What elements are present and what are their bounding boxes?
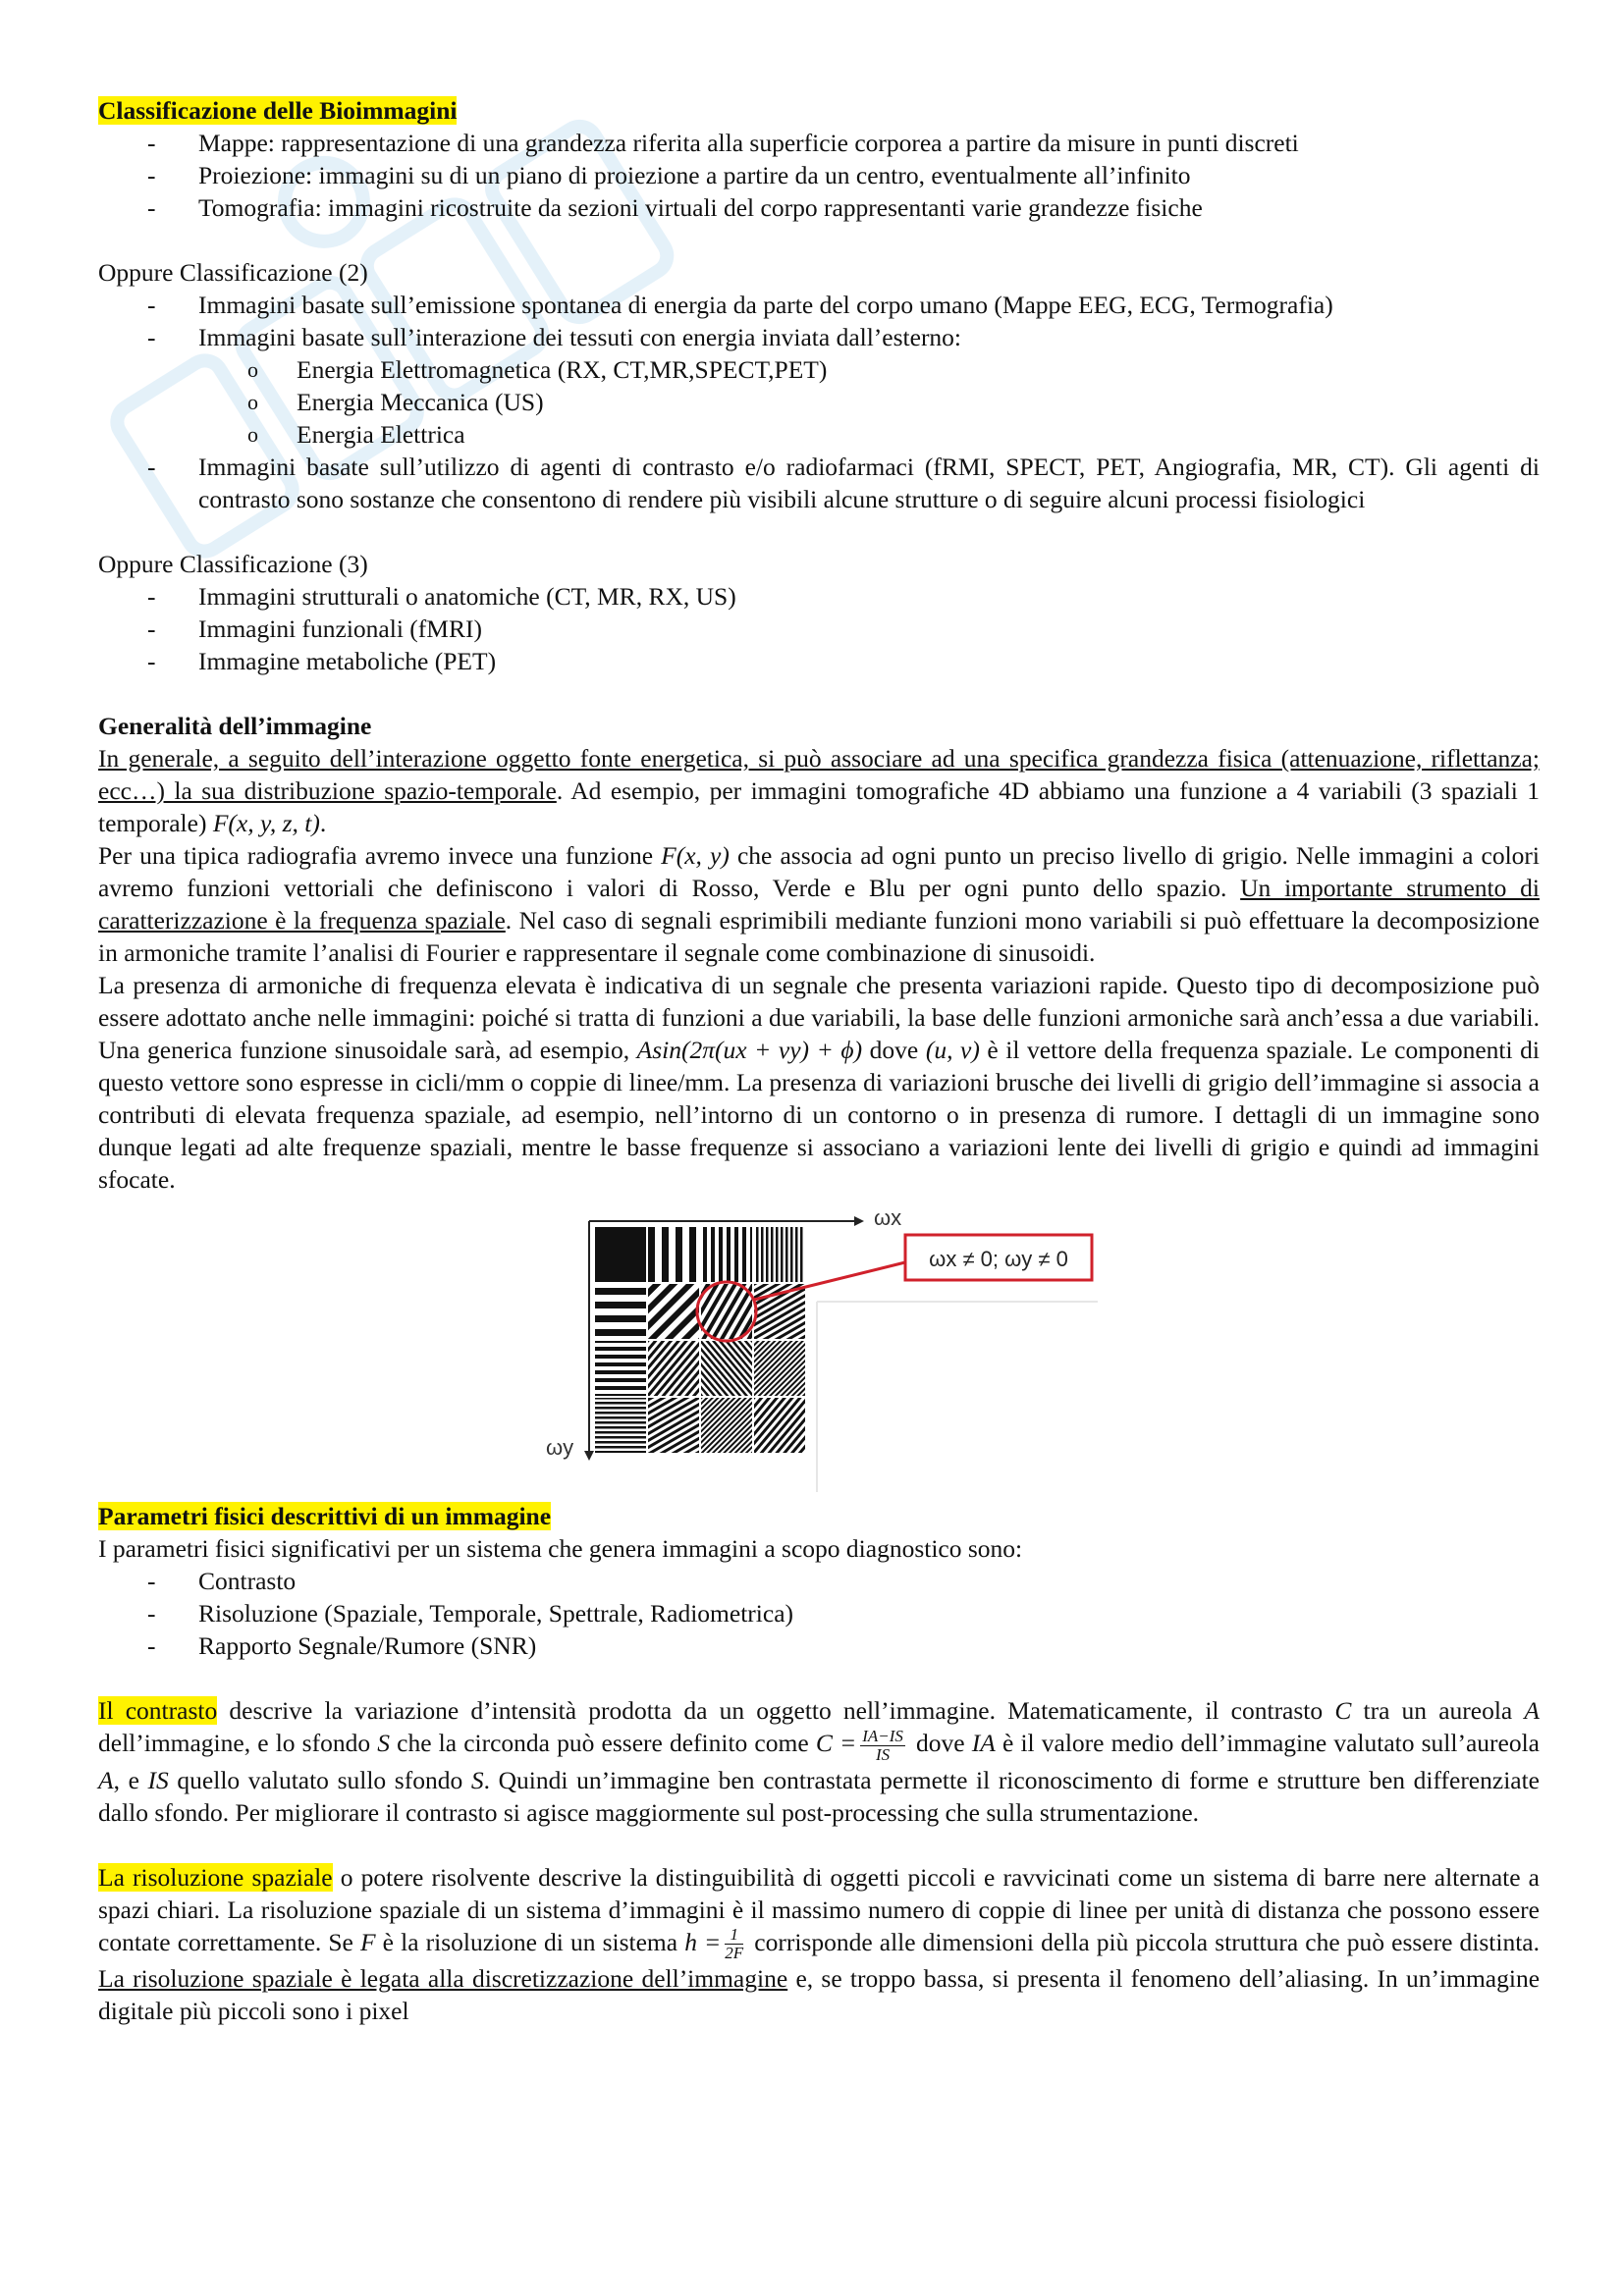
classification3-title: Oppure Classificazione (3)	[98, 550, 368, 578]
spatial-frequency-figure	[98, 1205, 1540, 1500]
params-list	[98, 1565, 1540, 1662]
params-title: Parametri fisici descrittivi di un immagine	[98, 1502, 552, 1530]
grid-cell	[701, 1227, 752, 1282]
list-item: - Risoluzione (Spaziale, Temporale, Spettrale, Radiometrica)	[98, 1597, 1540, 1629]
contrast-fraction: $\frac{IA-IS}{IS}$	[862, 1726, 903, 1764]
general-paragraph-1: In generale, a seguito dell’interazione oggetto fonte energetica, si può associare ad una specifica grandezza fisica (attenuazione, riflettanza; ecc…) la sua distribuzione spazio-temporale. Ad esempio, per immagini tomografiche 4D abbiamo una funzione a 4 variabili (3 spaziali 1 temporale) F(x, y, z, t).	[98, 744, 1540, 837]
sub-list-item: o Energia Elettromagnetica (RX, CT,MR,SPECT,PET)	[98, 353, 1540, 386]
grid-cell	[595, 1398, 646, 1453]
classification-list	[98, 127, 1540, 224]
callout-label: ωx ≠ 0; ωy ≠ 0	[929, 1247, 1068, 1271]
grid-cell	[648, 1398, 699, 1453]
grid-cell	[701, 1341, 752, 1396]
list-item: - Immagini strutturali o anatomiche (CT, MR, RX, US)	[98, 580, 1540, 613]
list-item: - Immagine metaboliche (PET)	[98, 645, 1540, 677]
grid-cell	[648, 1341, 699, 1396]
math-expression: F(x, y)	[661, 841, 730, 870]
resolution-label: La risoluzione spaziale	[98, 1862, 333, 1892]
list-item	[98, 321, 1540, 451]
list-item: - Rapporto Segnale/Rumore (SNR)	[98, 1629, 1540, 1662]
x-axis-arrow-icon	[854, 1216, 864, 1226]
grid-cell	[648, 1227, 699, 1282]
list-item: - Tomografia: immagini ricostruite da sezioni virtuali del corpo rappresentanti varie grandezze fisiche	[98, 191, 1540, 224]
underlined-text: In generale, a seguito dell’interazione oggetto fonte energetica, si può associare ad una specifica grandezza fisica (attenuazione, riflettanza; ecc…) la sua distribuzione spazio-temporale	[98, 744, 1540, 805]
sub-list-item: o Energia Meccanica (US)	[98, 386, 1540, 418]
list-item: - Proiezione: immagini su di un piano di proiezione a partire da un centro, eventualmente all’infinito	[98, 159, 1540, 191]
contrast-paragraph: Il contrasto descrive la variazione d’intensità prodotta da un oggetto nell’immagine. Matematicamente, il contrasto C tra un aureola A dell’immagine, e lo sfondo S che la circonda può essere definito come C = $\frac{IA-IS}{IS}$ dove IA è il valore medio dell’immagine valutato sull’aureola A, e IS quello valutato sullo sfondo S. Quindi un’immagine ben contrastata permette il riconoscimento di forme e strutture ben differenziate dallo sfondo. Per migliorare il contrasto si agisce maggiormente sul post-processing che sulla strumentazione.	[98, 1696, 1541, 1827]
math-expression: F(x, y, z, t)	[212, 809, 320, 837]
grid-cell	[754, 1398, 805, 1453]
list-item-text: Immagini basate sull’interazione dei tessuti con energia inviata dall’esterno:	[198, 323, 962, 351]
list-item: - Contrasto	[98, 1565, 1540, 1597]
grid-cell	[595, 1227, 646, 1282]
list-item: - Mappe: rappresentazione di una grandezza riferita alla superficie corporea a partire da misure in punti discreti	[98, 127, 1540, 159]
underlined-text: Un importante strumento di caratterizzazione è la frequenza spaziale	[98, 874, 1540, 934]
y-axis-arrow-icon	[584, 1451, 594, 1461]
params-intro: I parametri fisici significativi per un sistema che genera immagini a scopo diagnostico sono:	[98, 1534, 1023, 1563]
grid-cell	[701, 1284, 752, 1339]
list-item: - Immagini funzionali (fMRI)	[98, 613, 1540, 645]
general-paragraph-3: La presenza di armoniche di frequenza elevata è indicativa di un segnale che presenta variazioni rapide. Questo tipo di decomposizione può essere adottato anche nelle immagini: poiché si tratta di funzioni a due variabili, la base delle funzioni armoniche sarà anch’essa a due variabili. Una generica funzione sinusoidale sarà, ad esempio, Asin(2π(ux + vy) + ϕ) dove (u, v) è il vettore della frequenza spaziale. Le componenti di questo vettore sono espresse in cicli/mm o coppie di linee/mm. La presenza di variazioni brusche dei livelli di grigio dell’immagine si associa a contributi di elevata frequenza spaziale, ad esempio, nell’intorno di un contorno o in presenza di rumore. I dettagli di un immagine sono dunque legati ad alte frequenze spaziali, mentre le basse frequenze si associano a variazioni lente dei livelli di grigio e quindi ad immagini sfocate.	[98, 971, 1540, 1194]
grid-cell	[648, 1284, 699, 1339]
resolution-paragraph: La risoluzione spaziale o potere risolvente descrive la distinguibilità di oggetti piccoli e ravvicinati come un sistema di barre nere alternate a spazi chiari. La risoluzione spaziale di un sistema d’immagini è il massimo numero di coppie di linee per unità di distanza che possono essere contate correttamente. Se F è la risoluzione di un sistema h = $\frac{1}{2F}$ corrisponde alle dimensioni della più piccola struttura che può essere distinta. La risoluzione spaziale è legata alla discretizzazione dell’immagine e, se troppo bassa, si presenta il fenomeno dell’aliasing. In un’immagine digitale più piccoli sono i pixel	[98, 1862, 1541, 2026]
classification3-list	[98, 580, 1540, 677]
grid-cell	[595, 1341, 646, 1396]
list-item: - Immagini basate sull’utilizzo di agenti di contrasto e/o radiofarmaci (fRMI, SPECT, PET, Angiografia, MR, CT). Gli agenti di contrasto sono sostanze che consentono di rendere più visibili alcune strutture o di seguire alcuni processi fisiologici	[98, 451, 1540, 515]
grid-cell	[754, 1341, 805, 1396]
resolution-fraction: $\frac{1}{2F}$	[725, 1925, 744, 1963]
contrast-label: Il contrasto	[98, 1696, 218, 1725]
list-item: - Immagini basate sull’emissione spontanea di energia da parte del corpo umano (Mappe EEG, ECG, Termografia)	[98, 289, 1540, 321]
document-page	[98, 94, 1540, 2027]
sinusoid-grid	[595, 1227, 805, 1453]
general-title: Generalità dell’immagine	[98, 712, 372, 740]
underlined-text: La risoluzione spaziale è legata alla discretizzazione dell’immagine	[98, 1964, 788, 1994]
grid-cell	[754, 1227, 805, 1282]
y-axis-label: ωy	[546, 1435, 574, 1460]
math-expression: (u, v)	[925, 1036, 980, 1064]
x-axis-label: ωx	[874, 1205, 902, 1230]
math-expression: C =	[815, 1729, 857, 1757]
sub-list-item: o Energia Elettrica	[98, 418, 1540, 451]
figure-svg	[98, 1205, 1540, 1500]
energy-sublist	[98, 353, 1540, 451]
classification2-title: Oppure Classificazione (2)	[98, 258, 368, 287]
math-expression: h =	[684, 1927, 722, 1956]
classification-title: Classificazione delle Bioimmagini	[98, 96, 458, 125]
math-expression: Asin(2π(ux + vy) + ϕ)	[636, 1036, 863, 1064]
grid-cell	[595, 1284, 646, 1339]
general-paragraph-2: Per una tipica radiografia avremo invece una funzione F(x, y) che associa ad ogni punto un preciso livello di grigio. Nelle immagini a colori avremo funzioni vettoriali che definiscono i valori di Rosso, Verde e Blu per ogni punto dello spazio. Un importante strumento di caratterizzazione è la frequenza spaziale. Nel caso di segnali esprimibili mediante funzioni mono variabili si può effettuare la decomposizione in armoniche tramite l’analisi di Fourier e rappresentare il segnale come combinazione di sinusoidi.	[98, 841, 1540, 967]
grid-cell	[701, 1398, 752, 1453]
classification2-list	[98, 289, 1540, 515]
